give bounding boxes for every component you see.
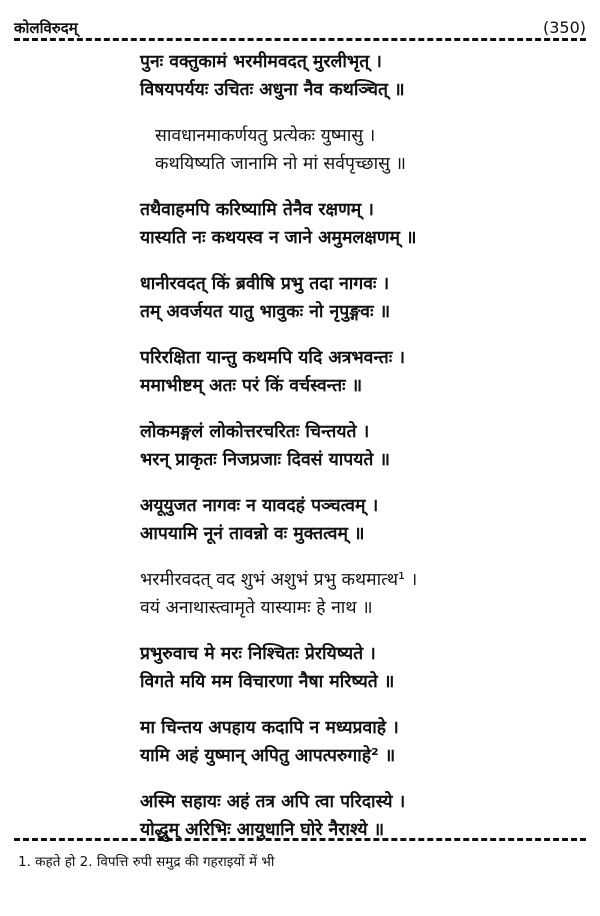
verse-line: मा चिन्तय अपहाय कदापि न मध्यप्रवाहे । bbox=[140, 718, 399, 738]
stanza bbox=[0, 492, 600, 548]
verse-line: कथयिष्यति जानामि नो मां सर्वपृच्छासु ॥ bbox=[155, 154, 407, 174]
verse-line: भरन् प्राकृतः निजप्रजाः दिवसं यापयते ॥ bbox=[140, 450, 390, 470]
verse-line: पुनः वक्तुकामं भरमीमवदत् मुरलीभृत् । bbox=[140, 52, 382, 72]
header-dashed-rule bbox=[14, 38, 586, 41]
verse-line: ममाभीष्टम् अतः परं किं वर्चस्वन्तः ॥ bbox=[140, 376, 363, 396]
verse-line: यामि अहं युष्मान् अपितु आपत्परुगाहे² ॥ bbox=[140, 746, 396, 766]
verse-body bbox=[0, 48, 600, 862]
book-title: कोलविरुदम् bbox=[14, 18, 84, 38]
stanza bbox=[0, 418, 600, 474]
stanza bbox=[0, 344, 600, 400]
verse-line: वयं अनाथास्त्वामृते यास्यामः हे नाथ ॥ bbox=[140, 598, 373, 618]
verse-line: अयूयुजत नागवः न यावदहं पञ्चत्वम् । bbox=[140, 496, 379, 516]
footnote: 1. कहते हो 2. विपत्ति रुपी समुद्र की गहराइयों में भी bbox=[18, 854, 275, 870]
stanza bbox=[0, 196, 600, 252]
stanza bbox=[0, 714, 600, 770]
verse-line: यास्यति नः कथयस्व न जाने अमुमलक्षणम् ॥ bbox=[140, 228, 417, 248]
verse-line: विगते मयि मम विचारणा नैषा मरिष्यते ॥ bbox=[140, 672, 395, 692]
verse-line: परिरक्षिता यान्तु कथमपि यदि अत्रभवन्तः । bbox=[140, 348, 406, 368]
stanza bbox=[0, 48, 600, 104]
verse-line: विषयपर्ययः उचितः अधुना नैव कथञ्चित् ॥ bbox=[140, 80, 405, 100]
stanza bbox=[0, 270, 600, 326]
running-header bbox=[14, 18, 586, 44]
stanza bbox=[0, 122, 600, 178]
verse-line: आपयामि नूनं तावन्नो वः मुक्तत्वम् ॥ bbox=[140, 524, 365, 544]
verse-line: अस्मि सहायः अहं तत्र अपि त्वा परिदास्ये । bbox=[140, 792, 406, 812]
stanza bbox=[0, 640, 600, 696]
verse-line: धानीरवदत् किं ब्रवीषि प्रभु तदा नागवः । bbox=[140, 274, 390, 294]
verse-line: सावधानमाकर्णयतु प्रत्येकः युष्मासु । bbox=[155, 126, 376, 146]
verse-line: तम् अवर्जयत यातु भावुकः नो नृपुङ्गवः ॥ bbox=[140, 302, 391, 322]
verse-line: लोकमङ्गलं लोकोत्तरचरितः चिन्तयते । bbox=[140, 422, 370, 442]
verse-line: तथैवाहमपि करिष्यामि तेनैव रक्षणम् । bbox=[140, 200, 374, 220]
verse-line: योद्धुम् अरिभिः आयुधानि घोरे नैराश्ये ॥ bbox=[140, 820, 385, 840]
verse-line: भरमीरवदत् वद शुभं अशुभं प्रभु कथमात्थ¹ । bbox=[140, 570, 418, 590]
page-number: (350) bbox=[537, 18, 586, 37]
footnote-dashed-rule bbox=[14, 838, 586, 841]
verse-line: प्रभुरुवाच मे मरः निश्चितः प्रेरयिष्यते । bbox=[140, 644, 376, 664]
stanza bbox=[0, 788, 600, 844]
stanza bbox=[0, 566, 600, 622]
